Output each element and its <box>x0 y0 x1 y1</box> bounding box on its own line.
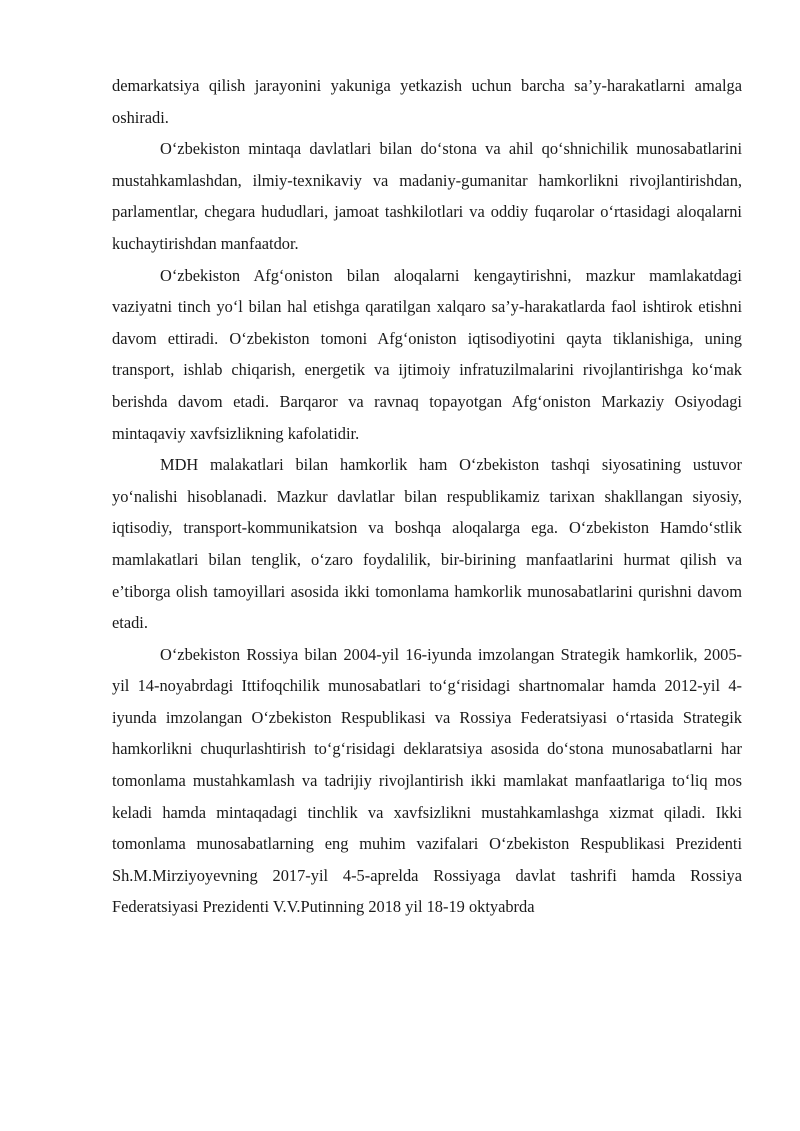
paragraph-continuation: demarkatsiya qilish jarayonini yakuniga yetkazish uchun barcha sa’y-harakatlarni amalga oshiradi. <box>112 76 742 127</box>
document-page <box>112 70 742 923</box>
paragraph-russia-partnership: O‘zbekiston Rossiya bilan 2004-yil 16-iyunda imzolangan Strategik hamkorlik, 2005-yil 14-noyabrdagi Ittifoqchilik munosabatlari to‘g‘risidagi shartnomalar hamda 2012-yil 4-iyunda imzolangan O‘zbekiston Respublikasi va Rossiya Federatsiyasi o‘rtasida Strategik hamkorlikni chuqurlashtirish to‘g‘risidagi deklaratsiya asosida do‘stona munosabatlarni har tomonlama mustahkamlash va tadrijiy rivojlantirish ikki mamlakat manfaatlariga to‘liq mos keladi hamda mintaqadagi tinchlik va xavfsizlikni mustahkamlashga xizmat qiladi. Ikki tomonlama munosabatlarning eng muhim vazifalari O‘zbekiston Respublikasi Prezidenti Sh.M.Mirziyoyevning 2017-yil 4-5-aprelda Rossiyaga davlat tashrifi hamda Rossiya Federatsiyasi Prezidenti V.V.Putinning 2018 yil 18-19 oktyabrda <box>112 644 742 917</box>
paragraph-afghanistan: O‘zbekiston Afg‘oniston bilan aloqalarni kengaytirishni, mazkur mamlakatdagi vaziyatni tinch yo‘l bilan hal etishga qaratilgan xalqaro sa’y-harakatlarda faol ishtirok etishni davom ettiradi. O‘zbekiston tomoni Afg‘oniston iqtisodiyotini qayta tiklanishiga, uning transport, ishlab chiqarish, energetik va ijtimoiy infratuzilmalarini rivojlantirishga ko‘mak berishda davom etadi. Barqaror va ravnaq topayotgan Afg‘oniston Markaziy Osiyodagi mintaqaviy xavfsizlikning kafolatidir. <box>112 265 742 443</box>
paragraph-cis-cooperation: MDH malakatlari bilan hamkorlik ham O‘zbekiston tashqi siyosatining ustuvor yo‘nalishi hisoblanadi. Mazkur davlatlar bilan respublikamiz tarixan shakllangan siyosiy, iqtisodiy, transport-kommunikatsion va boshqa aloqalarga ega. O‘zbekiston Hamdo‘stlik mamlakatlari bilan tenglik, o‘zaro foydalilik, bir-birining manfaatlarini hurmat qilish va e’tiborga olish tamoyillari asosida ikki tomonlama hamkorlik munosabatlarini qurishni davom etadi. <box>112 455 742 633</box>
paragraph-regional-cooperation: O‘zbekiston mintaqa davlatlari bilan do‘stona va ahil qo‘shnichilik munosabatlarini mustahkamlashdan, ilmiy-texnikaviy va madaniy-gumanitar hamkorlikni rivojlantirishdan, parlamentlar, chegara hududlari, jamoat tashkilotlari va oddiy fuqarolar o‘rtasidagi aloqalarni kuchaytirishdan manfaatdor. <box>112 139 742 253</box>
